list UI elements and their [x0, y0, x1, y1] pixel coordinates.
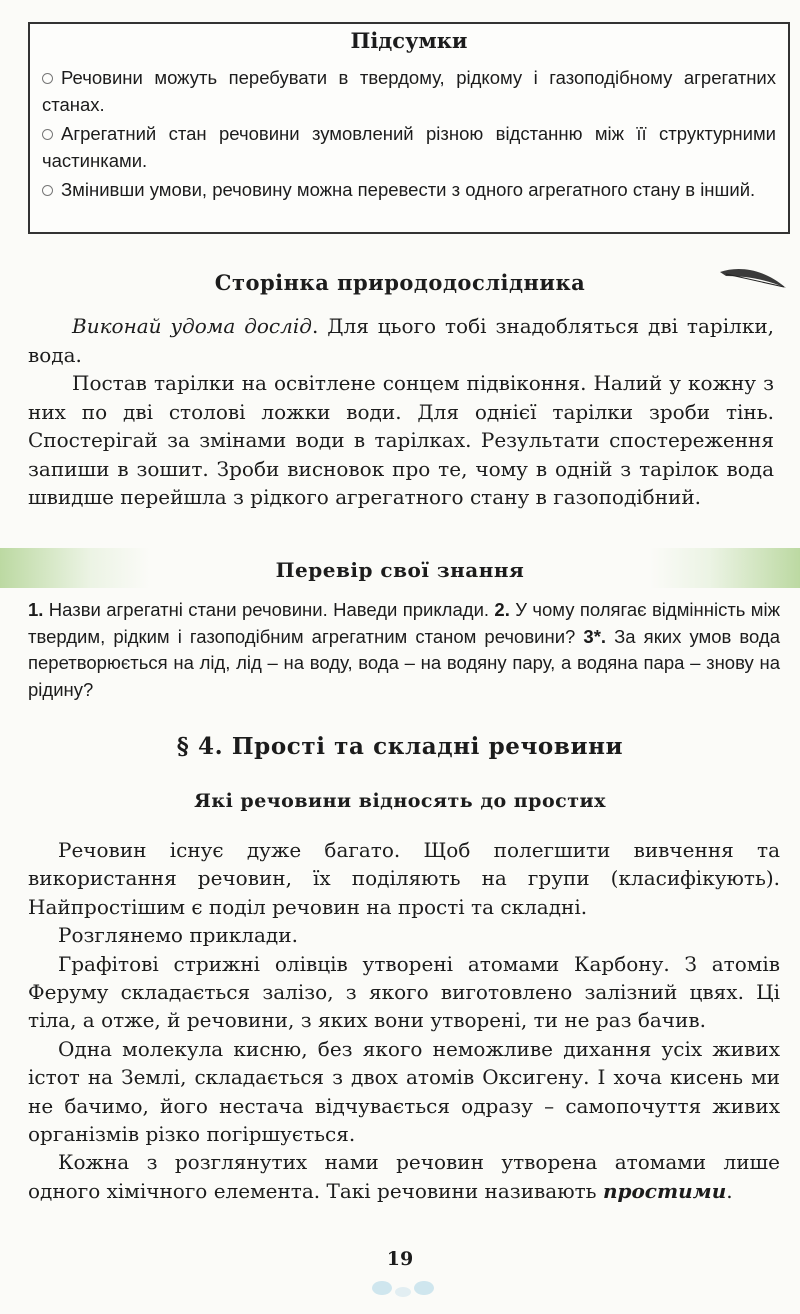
naturalist-intro: Виконай удома дослід. Для цього тобі знадобляться дві тарілки, вода. — [28, 314, 775, 367]
paragraph-4: Одна молекула кисню, без якого неможливе дихання усіх живих істот на Землі, складається з двох атомів Оксигену. І хоча кисень ми не бачимо, його нестача відчувається одразу – самопочуття живих організмів різко погіршується. — [28, 1036, 780, 1147]
page-number: 19 — [386, 1248, 414, 1270]
check-questions: 1. Назви агрегатні стани речовини. Наведи приклади. 2. У чому полягає відмінність між твердим, рідким і газоподібним агрегатним станом речовини? 3*. За яких умов вода перетворюється на лід, лід – на воду, вода – на водяну пару, а водяна пара – знову на рідину? — [28, 599, 781, 700]
feather-icon — [718, 262, 788, 296]
paragraph-3: Графітові стрижні олівців утворені атомами Карбону. З атомів Феруму складається залізо, з якого виготовлено залізний цвях. Ці тіла, а отже, й речовини, з яких вони утворені, ти не раз бачив. — [28, 951, 780, 1033]
summary-box — [28, 22, 790, 234]
naturalist-body: Постав тарілки на освітлене сонцем підвіконня. Налий у кожну з них по дві столові ложки води. Для однієї тарілки зроби тінь. Спостерігай за змінами води в тарілках. Результати спостереження запиши в зошит. Зроби висновок про те, чому в одній з тарілок вода швидше перейшла з рідкого агрегатного стану в газоподібний. — [28, 371, 774, 509]
paragraph-5: Кожна з розглянутих нами речовин утворена атомами лише одного хімічного елемента. Такі речовини називають простими. — [28, 1150, 780, 1203]
paragraph-1: Речовин існує дуже багато. Щоб полегшити вивчення та використання речовин, їх поділяють на групи (класифікують). Найпростішим є поділ речовин на прості та складні. — [28, 838, 780, 919]
summary-title: Підсумки — [350, 28, 468, 53]
naturalist-title: Сторінка природодослідника — [214, 270, 586, 295]
ornament-icon — [368, 1270, 438, 1300]
main-text — [28, 836, 780, 1205]
bullet-icon — [42, 73, 53, 84]
paragraph-2: Розглянемо приклади. — [58, 923, 298, 948]
paragraph-subtitle: Які речовини відносять до простих — [194, 790, 606, 812]
summary-list — [42, 64, 776, 205]
summary-item: Агрегатний стан речовини зумовлений різною відстанню між її структурними частинками. — [42, 123, 776, 171]
bullet-icon — [42, 185, 53, 196]
check-title: Перевір свої знання — [275, 558, 525, 582]
bullet-icon — [42, 129, 53, 140]
summary-item: Змінивши умови, речовину можна перевести з одного агрегатного стану в інший. — [42, 176, 776, 203]
summary-item: Речовини можуть перебувати в твердому, рідкому і газоподібному агрегатних станах. — [42, 67, 776, 115]
paragraph-title: § 4. Прості та складні речовини — [176, 733, 624, 760]
